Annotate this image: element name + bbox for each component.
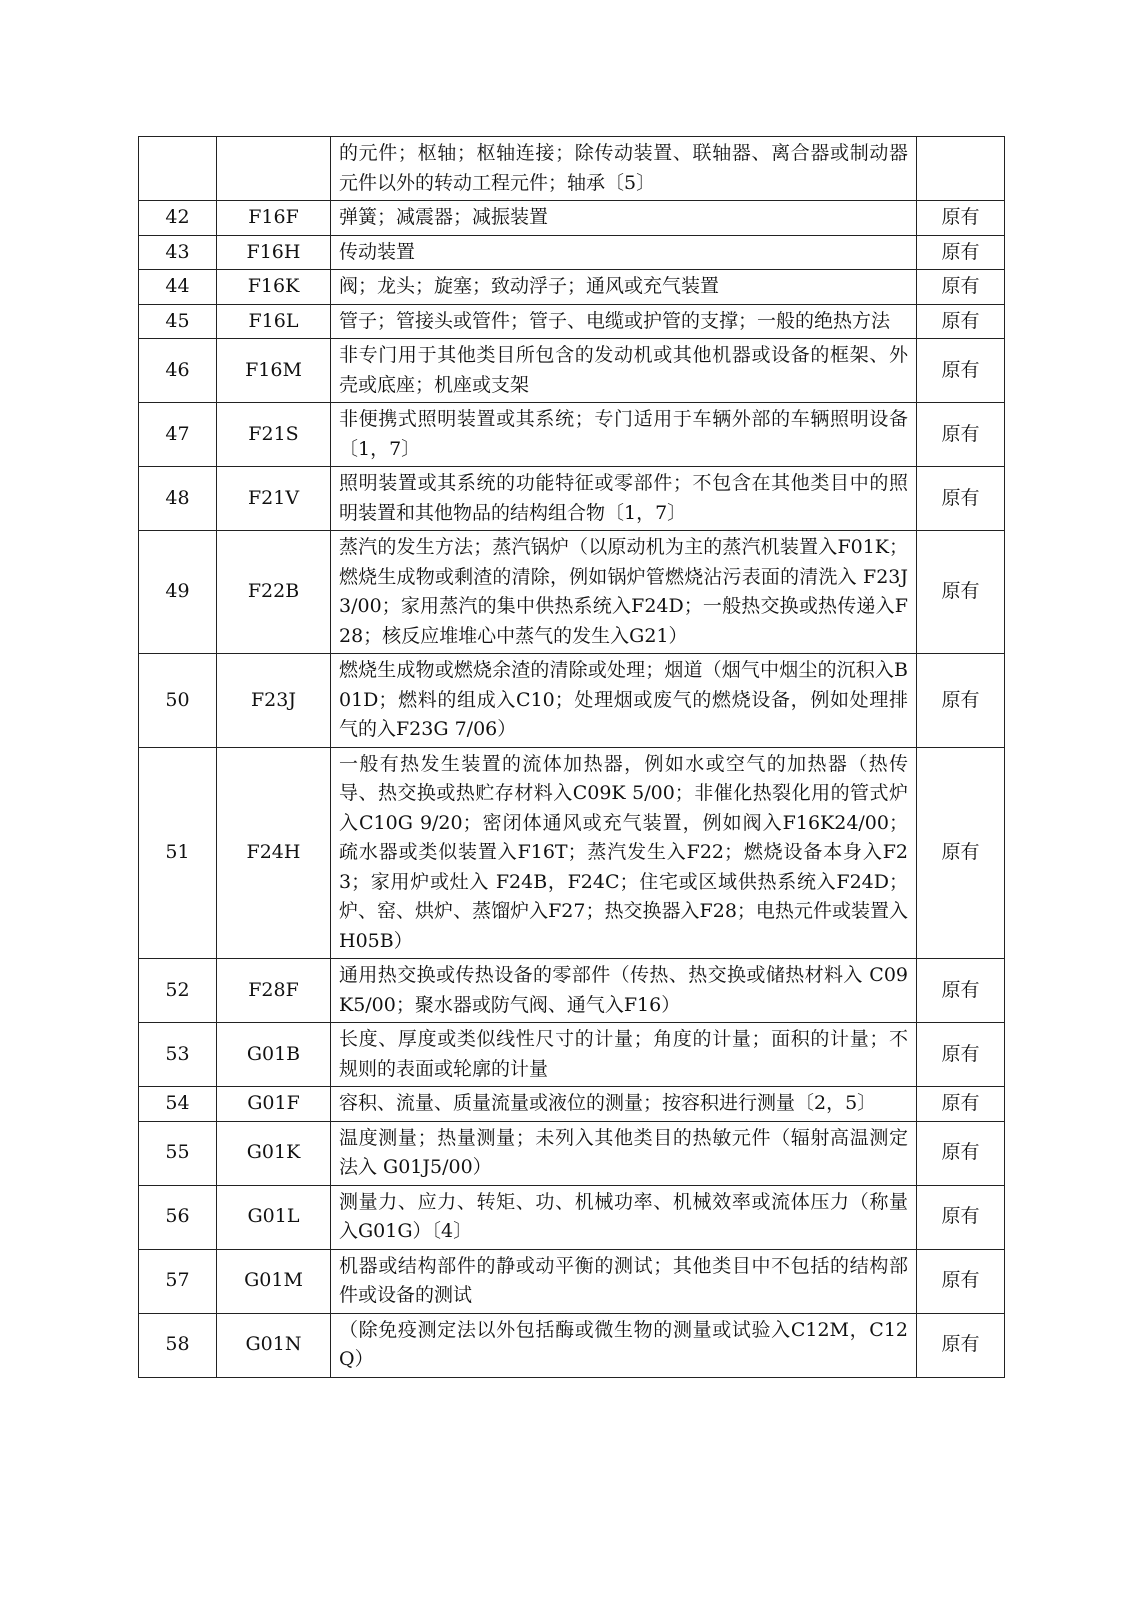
table-row <box>139 467 1005 531</box>
ipc-code-cell: G01N <box>217 1313 331 1377</box>
status-cell: 原有 <box>917 654 1005 748</box>
description-cell: 蒸汽的发生方法；蒸汽锅炉（以原动机为主的蒸汽机装置入F01K；燃烧生成物或剩渣的清除，例如锅炉管燃烧沾污表面的清洗入 F23J3/00；家用蒸汽的集中供热系统入F24D；一般热交换或热传递入F28；核反应堆堆心中蒸气的发生入G21） <box>331 531 917 654</box>
row-number-cell: 54 <box>139 1087 217 1122</box>
status-cell <box>917 137 1005 201</box>
table-row <box>139 304 1005 339</box>
table-row <box>139 531 1005 654</box>
row-number-cell: 58 <box>139 1313 217 1377</box>
description-cell: 管子；管接头或管件；管子、电缆或护管的支撑；一般的绝热方法 <box>331 304 917 339</box>
ipc-code-cell: F16M <box>217 339 331 403</box>
status-cell: 原有 <box>917 270 1005 305</box>
table-row <box>139 1087 1005 1122</box>
ipc-code-cell: F16L <box>217 304 331 339</box>
row-number-cell: 48 <box>139 467 217 531</box>
ipc-code-cell: F21S <box>217 403 331 467</box>
row-number-cell: 51 <box>139 747 217 959</box>
ipc-code-cell: F16K <box>217 270 331 305</box>
table-row <box>139 403 1005 467</box>
status-cell: 原有 <box>917 339 1005 403</box>
table-row <box>139 270 1005 305</box>
description-cell: 非专门用于其他类目所包含的发动机或其他机器或设备的框架、外壳或底座；机座或支架 <box>331 339 917 403</box>
row-number-cell: 47 <box>139 403 217 467</box>
row-number-cell <box>139 137 217 201</box>
status-cell: 原有 <box>917 1023 1005 1087</box>
table-body <box>139 137 1005 1378</box>
description-cell: 阀；龙头；旋塞；致动浮子；通风或充气装置 <box>331 270 917 305</box>
table-row <box>139 1249 1005 1313</box>
row-number-cell: 53 <box>139 1023 217 1087</box>
row-number-cell: 44 <box>139 270 217 305</box>
ipc-code-cell: G01K <box>217 1121 331 1185</box>
row-number-cell: 50 <box>139 654 217 748</box>
status-cell: 原有 <box>917 304 1005 339</box>
status-cell: 原有 <box>917 1249 1005 1313</box>
description-cell: 燃烧生成物或燃烧余渣的清除或处理；烟道（烟气中烟尘的沉积入B01D；燃料的组成入C10；处理烟或废气的燃烧设备，例如处理排气的入F23G 7/06） <box>331 654 917 748</box>
description-cell: （除免疫测定法以外包括酶或微生物的测量或试验入C12M，C12Q） <box>331 1313 917 1377</box>
table-row <box>139 1185 1005 1249</box>
table-row <box>139 1313 1005 1377</box>
table-row <box>139 137 1005 201</box>
status-cell: 原有 <box>917 403 1005 467</box>
description-cell: 通用热交换或传热设备的零部件（传热、热交换或储热材料入 C09K5/00；聚水器或防气阀、通气入F16） <box>331 959 917 1023</box>
description-cell: 的元件；枢轴；枢轴连接；除传动装置、联轴器、离合器或制动器元件以外的转动工程元件；轴承〔5〕 <box>331 137 917 201</box>
status-cell: 原有 <box>917 1313 1005 1377</box>
table-row <box>139 1121 1005 1185</box>
row-number-cell: 46 <box>139 339 217 403</box>
ipc-code-cell: F28F <box>217 959 331 1023</box>
row-number-cell: 45 <box>139 304 217 339</box>
status-cell: 原有 <box>917 235 1005 270</box>
status-cell: 原有 <box>917 747 1005 959</box>
ipc-code-cell: F16F <box>217 201 331 236</box>
description-cell: 机器或结构部件的静或动平衡的测试；其他类目中不包括的结构部件或设备的测试 <box>331 1249 917 1313</box>
description-cell: 照明装置或其系统的功能特征或零部件；不包含在其他类目中的照明装置和其他物品的结构组合物〔1，7〕 <box>331 467 917 531</box>
ipc-code-cell: F21V <box>217 467 331 531</box>
status-cell: 原有 <box>917 959 1005 1023</box>
row-number-cell: 57 <box>139 1249 217 1313</box>
description-cell: 一般有热发生装置的流体加热器，例如水或空气的加热器（热传导、热交换或热贮存材料入C09K 5/00；非催化热裂化用的管式炉入C10G 9/20；密闭体通风或充气装置，例如阀入F16K24/00；疏水器或类似装置入F16T；蒸汽发生入F22；燃烧设备本身入F23；家用炉或灶入 F24B，F24C；住宅或区域供热系统入F24D；炉、窑、烘炉、蒸馏炉入F27；热交换器入F28；电热元件或装置入H05B） <box>331 747 917 959</box>
table-row <box>139 959 1005 1023</box>
description-cell: 长度、厚度或类似线性尺寸的计量；角度的计量；面积的计量；不规则的表面或轮廓的计量 <box>331 1023 917 1087</box>
status-cell: 原有 <box>917 201 1005 236</box>
ipc-code-cell: F22B <box>217 531 331 654</box>
status-cell: 原有 <box>917 467 1005 531</box>
ipc-code-cell: G01L <box>217 1185 331 1249</box>
row-number-cell: 42 <box>139 201 217 236</box>
ipc-code-cell: F24H <box>217 747 331 959</box>
description-cell: 弹簧；减震器；减振装置 <box>331 201 917 236</box>
table-row <box>139 201 1005 236</box>
ipc-code-cell: G01B <box>217 1023 331 1087</box>
ipc-code-cell: F23J <box>217 654 331 748</box>
ipc-code-cell: F16H <box>217 235 331 270</box>
table-row <box>139 235 1005 270</box>
status-cell: 原有 <box>917 531 1005 654</box>
row-number-cell: 52 <box>139 959 217 1023</box>
table-row <box>139 339 1005 403</box>
description-cell: 传动装置 <box>331 235 917 270</box>
status-cell: 原有 <box>917 1185 1005 1249</box>
table-row <box>139 1023 1005 1087</box>
description-cell: 温度测量；热量测量；未列入其他类目的热敏元件（辐射高温测定法入 G01J5/00） <box>331 1121 917 1185</box>
ipc-code-cell: G01F <box>217 1087 331 1122</box>
status-cell: 原有 <box>917 1087 1005 1122</box>
description-cell: 非便携式照明装置或其系统；专门适用于车辆外部的车辆照明设备〔1，7〕 <box>331 403 917 467</box>
row-number-cell: 55 <box>139 1121 217 1185</box>
status-cell: 原有 <box>917 1121 1005 1185</box>
table-row <box>139 654 1005 748</box>
description-cell: 测量力、应力、转矩、功、机械功率、机械效率或流体压力（称量入G01G）〔4〕 <box>331 1185 917 1249</box>
row-number-cell: 49 <box>139 531 217 654</box>
row-number-cell: 43 <box>139 235 217 270</box>
table-row <box>139 747 1005 959</box>
ipc-code-cell <box>217 137 331 201</box>
ipc-code-cell: G01M <box>217 1249 331 1313</box>
ipc-classification-table <box>138 136 1005 1378</box>
description-cell: 容积、流量、质量流量或液位的测量；按容积进行测量〔2，5〕 <box>331 1087 917 1122</box>
row-number-cell: 56 <box>139 1185 217 1249</box>
